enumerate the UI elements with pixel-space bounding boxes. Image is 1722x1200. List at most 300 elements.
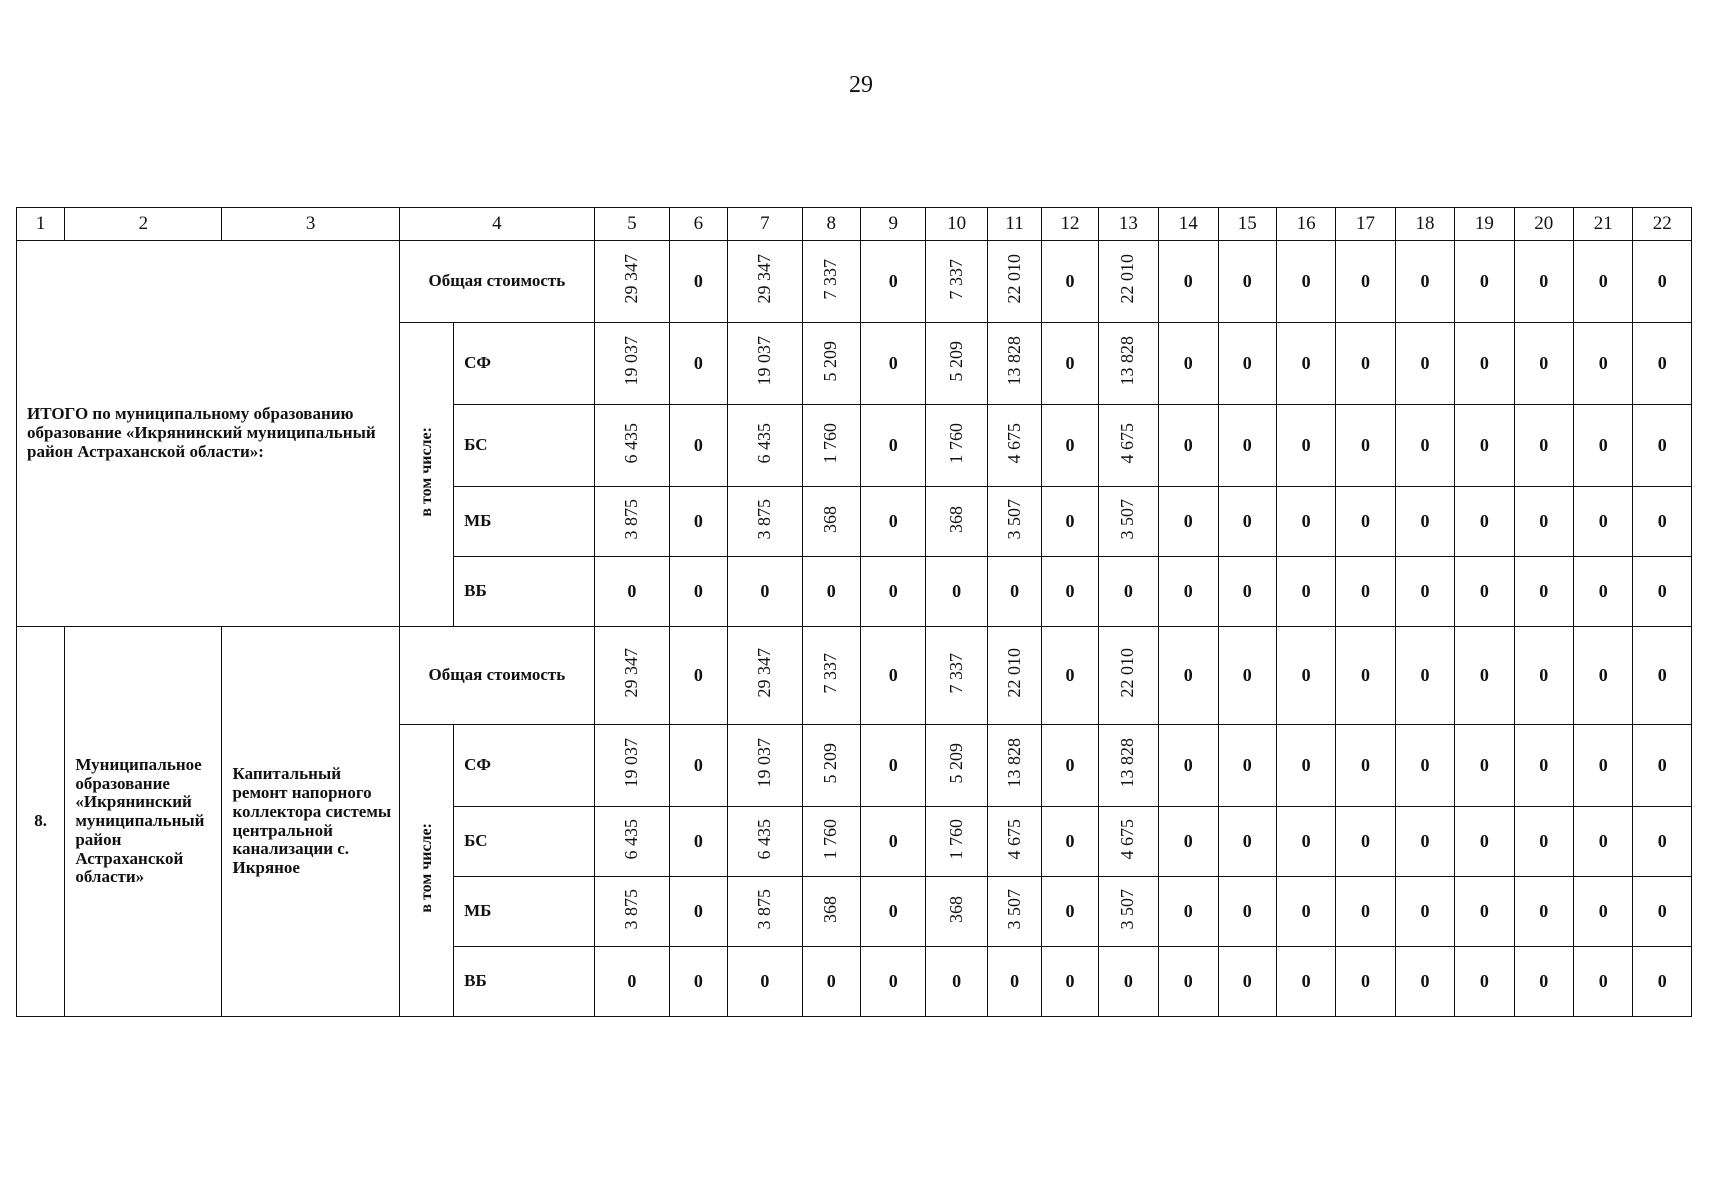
value-text: 5 209: [945, 340, 966, 382]
value-cell: [860, 323, 925, 405]
value-cell: [669, 487, 727, 557]
zero-value: 0: [1361, 270, 1371, 291]
value-cell: [1395, 557, 1454, 627]
zero-value: 0: [1539, 352, 1549, 373]
value-cell: [1159, 627, 1218, 725]
value-cell: [860, 947, 925, 1017]
value-cell: [669, 627, 727, 725]
value-text: 368: [945, 895, 966, 923]
zero-value: 0: [1301, 352, 1311, 373]
zero-value: 0: [1539, 664, 1549, 685]
value-cell: [1098, 627, 1158, 725]
value-cell: [1395, 241, 1454, 323]
zero-value: 0: [693, 510, 703, 531]
value-cell: [1574, 725, 1633, 807]
zero-value: 0: [1598, 754, 1608, 775]
value-cell: [926, 557, 987, 627]
zero-value: 0: [1479, 900, 1489, 921]
value-cell: [987, 627, 1041, 725]
zero-value: 0: [1361, 434, 1371, 455]
zero-value: 0: [1361, 970, 1371, 991]
value-cell: [728, 487, 803, 557]
value-text: 3 507: [1117, 888, 1138, 930]
zero-value: 0: [1242, 510, 1252, 531]
value-cell: [860, 487, 925, 557]
value-cell: [1514, 877, 1573, 947]
zero-value: 0: [1183, 434, 1193, 455]
value-text: 29 347: [753, 254, 774, 304]
value-text: 19 037: [620, 336, 641, 386]
zero-value: 0: [826, 970, 836, 991]
value-text: 22 010: [1003, 648, 1024, 698]
column-header: 8: [802, 208, 860, 241]
value-text: 368: [820, 505, 841, 533]
value-cell: [987, 557, 1041, 627]
value-cell: [1098, 947, 1158, 1017]
value-cell: [926, 725, 987, 807]
zero-value: 0: [1420, 754, 1430, 775]
value-cell: [1159, 241, 1218, 323]
value-cell: [926, 405, 987, 487]
value-cell: [926, 877, 987, 947]
value-text: 19 037: [753, 336, 774, 386]
value-text: 29 347: [620, 254, 641, 304]
value-cell: [1395, 947, 1454, 1017]
page-number: 29: [849, 72, 873, 98]
value-cell: [1514, 405, 1573, 487]
zero-value: 0: [1183, 970, 1193, 991]
value-cell: [1098, 405, 1158, 487]
zero-value: 0: [1123, 970, 1133, 991]
municipality-name: Муниципальное образование «Икрянинский муниципальный район Астраханской области»: [65, 627, 222, 1017]
value-text: 13 828: [1003, 738, 1024, 788]
zero-value: 0: [693, 830, 703, 851]
including-label: в том числе:: [417, 823, 435, 913]
value-cell: [1574, 323, 1633, 405]
column-header: 9: [860, 208, 925, 241]
zero-value: 0: [1242, 580, 1252, 601]
funding-source-label: БС: [454, 405, 595, 487]
column-header: 14: [1159, 208, 1218, 241]
funding-source-label: ВБ: [454, 557, 595, 627]
zero-value: 0: [1065, 580, 1075, 601]
value-text: 13 828: [1117, 336, 1138, 386]
value-cell: [1395, 807, 1454, 877]
zero-value: 0: [888, 510, 898, 531]
zero-value: 0: [1183, 580, 1193, 601]
zero-value: 0: [888, 830, 898, 851]
zero-value: 0: [1301, 830, 1311, 851]
value-cell: [1276, 323, 1335, 405]
value-cell: [669, 241, 727, 323]
zero-value: 0: [1065, 900, 1075, 921]
zero-value: 0: [1479, 664, 1489, 685]
value-cell: [1574, 877, 1633, 947]
column-header: 18: [1395, 208, 1454, 241]
value-text: 5 209: [945, 742, 966, 784]
value-cell: [728, 241, 803, 323]
funding-source-label: СФ: [454, 323, 595, 405]
value-text: 7 337: [945, 652, 966, 694]
value-cell: [926, 807, 987, 877]
column-header: 3: [222, 208, 399, 241]
zero-value: 0: [1657, 580, 1667, 601]
value-cell: [1455, 557, 1514, 627]
value-cell: [1336, 487, 1395, 557]
zero-value: 0: [1539, 580, 1549, 601]
value-cell: [1633, 947, 1692, 1017]
value-text: 3 875: [753, 498, 774, 540]
value-cell: [926, 241, 987, 323]
value-cell: [860, 241, 925, 323]
zero-value: 0: [1183, 352, 1193, 373]
zero-value: 0: [888, 270, 898, 291]
zero-value: 0: [1479, 580, 1489, 601]
zero-value: 0: [627, 970, 637, 991]
value-cell: [1633, 241, 1692, 323]
value-cell: [1633, 487, 1692, 557]
zero-value: 0: [1242, 434, 1252, 455]
value-cell: [1455, 627, 1514, 725]
zero-value: 0: [1242, 352, 1252, 373]
value-cell: [669, 877, 727, 947]
zero-value: 0: [1420, 510, 1430, 531]
value-cell: [1276, 627, 1335, 725]
zero-value: 0: [888, 580, 898, 601]
value-cell: [1159, 323, 1218, 405]
value-cell: [1218, 241, 1276, 323]
value-cell: [595, 725, 670, 807]
value-cell: [1098, 877, 1158, 947]
value-cell: [1455, 725, 1514, 807]
column-header: 11: [987, 208, 1041, 241]
value-cell: [1633, 557, 1692, 627]
value-cell: [728, 323, 803, 405]
zero-value: 0: [693, 970, 703, 991]
zero-value: 0: [1657, 830, 1667, 851]
value-cell: [1042, 725, 1098, 807]
value-cell: [1276, 947, 1335, 1017]
value-cell: [802, 807, 860, 877]
zero-value: 0: [1065, 510, 1075, 531]
funding-source-label: СФ: [454, 725, 595, 807]
zero-value: 0: [693, 434, 703, 455]
value-cell: [595, 487, 670, 557]
value-cell: [1395, 323, 1454, 405]
zero-value: 0: [1361, 580, 1371, 601]
value-cell: [987, 241, 1041, 323]
value-cell: [728, 947, 803, 1017]
value-cell: [728, 557, 803, 627]
zero-value: 0: [1598, 970, 1608, 991]
zero-value: 0: [1657, 664, 1667, 685]
value-text: 1 760: [945, 818, 966, 860]
value-cell: [1514, 947, 1573, 1017]
zero-value: 0: [1361, 830, 1371, 851]
zero-value: 0: [1420, 434, 1430, 455]
zero-value: 0: [1539, 830, 1549, 851]
zero-value: 0: [1539, 970, 1549, 991]
including-label: в том числе:: [417, 427, 435, 517]
value-cell: [1336, 947, 1395, 1017]
column-header: 21: [1574, 208, 1633, 241]
value-cell: [595, 323, 670, 405]
value-cell: [669, 725, 727, 807]
funding-source-label: ВБ: [454, 947, 595, 1017]
value-text: 22 010: [1117, 648, 1138, 698]
zero-value: 0: [693, 270, 703, 291]
value-text: 4 675: [1117, 818, 1138, 860]
zero-value: 0: [1657, 510, 1667, 531]
value-cell: [1336, 807, 1395, 877]
zero-value: 0: [1301, 900, 1311, 921]
zero-value: 0: [1065, 754, 1075, 775]
value-cell: [669, 807, 727, 877]
zero-value: 0: [1598, 664, 1608, 685]
value-cell: [802, 241, 860, 323]
value-cell: [595, 877, 670, 947]
zero-value: 0: [1301, 270, 1311, 291]
item-row: [17, 627, 1692, 725]
column-header: 17: [1336, 208, 1395, 241]
value-cell: [1218, 557, 1276, 627]
zero-value: 0: [888, 970, 898, 991]
zero-value: 0: [693, 900, 703, 921]
zero-value: 0: [1065, 664, 1075, 685]
value-text: 5 209: [820, 742, 841, 784]
value-cell: [1336, 725, 1395, 807]
zero-value: 0: [1301, 754, 1311, 775]
value-text: 3 507: [1117, 498, 1138, 540]
zero-value: 0: [1361, 900, 1371, 921]
value-cell: [1098, 323, 1158, 405]
zero-value: 0: [1539, 754, 1549, 775]
column-header: 19: [1455, 208, 1514, 241]
zero-value: 0: [1598, 580, 1608, 601]
value-cell: [1633, 725, 1692, 807]
value-cell: [1633, 877, 1692, 947]
value-text: 3 875: [753, 888, 774, 930]
value-cell: [1395, 627, 1454, 725]
value-cell: [1455, 947, 1514, 1017]
zero-value: 0: [1301, 970, 1311, 991]
zero-value: 0: [1479, 830, 1489, 851]
zero-value: 0: [1065, 970, 1075, 991]
value-cell: [860, 557, 925, 627]
value-cell: [987, 405, 1041, 487]
column-header: 10: [926, 208, 987, 241]
zero-value: 0: [1479, 270, 1489, 291]
zero-value: 0: [1183, 830, 1193, 851]
value-cell: [1042, 323, 1098, 405]
value-cell: [728, 405, 803, 487]
value-text: 6 435: [753, 422, 774, 464]
value-cell: [987, 487, 1041, 557]
zero-value: 0: [1657, 754, 1667, 775]
value-cell: [595, 241, 670, 323]
value-cell: [1336, 627, 1395, 725]
zero-value: 0: [1242, 970, 1252, 991]
value-text: 3 875: [620, 498, 641, 540]
value-cell: [1042, 241, 1098, 323]
value-cell: [1455, 405, 1514, 487]
value-cell: [1395, 487, 1454, 557]
value-cell: [1159, 487, 1218, 557]
value-cell: [926, 947, 987, 1017]
value-cell: [1455, 241, 1514, 323]
value-cell: [1159, 405, 1218, 487]
value-text: 13 828: [1117, 738, 1138, 788]
zero-value: 0: [1065, 270, 1075, 291]
column-header: 5: [595, 208, 670, 241]
value-cell: [1042, 627, 1098, 725]
zero-value: 0: [1479, 352, 1489, 373]
zero-value: 0: [1420, 270, 1430, 291]
value-text: 3 507: [1003, 888, 1024, 930]
value-cell: [1218, 725, 1276, 807]
value-cell: [802, 947, 860, 1017]
value-cell: [1395, 725, 1454, 807]
value-text: 29 347: [753, 648, 774, 698]
zero-value: 0: [952, 580, 962, 601]
value-cell: [595, 627, 670, 725]
zero-value: 0: [693, 754, 703, 775]
zero-value: 0: [888, 664, 898, 685]
zero-value: 0: [952, 970, 962, 991]
value-cell: [1098, 807, 1158, 877]
value-cell: [1336, 405, 1395, 487]
value-cell: [1042, 487, 1098, 557]
value-cell: [802, 405, 860, 487]
zero-value: 0: [1657, 900, 1667, 921]
value-cell: [1574, 241, 1633, 323]
zero-value: 0: [1242, 900, 1252, 921]
zero-value: 0: [1242, 754, 1252, 775]
value-cell: [1276, 241, 1335, 323]
funding-source-label: МБ: [454, 877, 595, 947]
value-cell: [1159, 947, 1218, 1017]
value-text: 4 675: [1117, 422, 1138, 464]
column-header: 16: [1276, 208, 1335, 241]
value-text: 13 828: [1003, 336, 1024, 386]
zero-value: 0: [1420, 352, 1430, 373]
value-cell: [802, 557, 860, 627]
zero-value: 0: [888, 352, 898, 373]
value-cell: [802, 323, 860, 405]
value-cell: [860, 877, 925, 947]
zero-value: 0: [1598, 434, 1608, 455]
value-cell: [987, 877, 1041, 947]
value-cell: [1276, 405, 1335, 487]
column-header: 6: [669, 208, 727, 241]
value-cell: [1218, 947, 1276, 1017]
value-text: 6 435: [620, 422, 641, 464]
zero-value: 0: [1361, 754, 1371, 775]
value-cell: [728, 807, 803, 877]
zero-value: 0: [1183, 664, 1193, 685]
value-cell: [1455, 807, 1514, 877]
value-text: 3 507: [1003, 498, 1024, 540]
value-cell: [860, 405, 925, 487]
value-cell: [926, 627, 987, 725]
value-cell: [1042, 947, 1098, 1017]
value-text: 1 760: [820, 422, 841, 464]
column-header: 1: [17, 208, 65, 241]
including-label-cell: [399, 323, 453, 627]
zero-value: 0: [1598, 270, 1608, 291]
zero-value: 0: [1361, 664, 1371, 685]
value-cell: [987, 807, 1041, 877]
zero-value: 0: [888, 900, 898, 921]
value-cell: [728, 627, 803, 725]
value-cell: [1098, 725, 1158, 807]
zero-value: 0: [1301, 580, 1311, 601]
value-cell: [595, 557, 670, 627]
value-cell: [1574, 807, 1633, 877]
value-cell: [1514, 557, 1573, 627]
value-text: 368: [820, 895, 841, 923]
value-text: 3 875: [620, 888, 641, 930]
value-text: 7 337: [820, 258, 841, 300]
zero-value: 0: [1065, 434, 1075, 455]
value-cell: [1336, 557, 1395, 627]
zero-value: 0: [1539, 510, 1549, 531]
value-cell: [802, 725, 860, 807]
zero-value: 0: [760, 970, 770, 991]
value-cell: [1042, 807, 1098, 877]
column-header: 22: [1633, 208, 1692, 241]
value-cell: [1098, 557, 1158, 627]
zero-value: 0: [1361, 510, 1371, 531]
zero-value: 0: [1420, 970, 1430, 991]
value-cell: [1455, 323, 1514, 405]
value-cell: [1159, 725, 1218, 807]
value-cell: [1159, 557, 1218, 627]
value-cell: [802, 627, 860, 725]
value-cell: [728, 877, 803, 947]
value-cell: [1514, 807, 1573, 877]
value-cell: [595, 947, 670, 1017]
zero-value: 0: [1598, 900, 1608, 921]
zero-value: 0: [1598, 830, 1608, 851]
value-cell: [1336, 241, 1395, 323]
budget-table: [16, 207, 1692, 1017]
value-cell: [1574, 557, 1633, 627]
item-number: 8.: [17, 627, 65, 1017]
value-cell: [926, 323, 987, 405]
value-cell: [1218, 627, 1276, 725]
value-cell: [1455, 487, 1514, 557]
value-cell: [1514, 627, 1573, 725]
value-text: 7 337: [945, 258, 966, 300]
object-description: Капитальный ремонт напорного коллектора системы центральной канализации с. Икряное: [222, 627, 399, 1017]
zero-value: 0: [1183, 270, 1193, 291]
zero-value: 0: [1420, 664, 1430, 685]
funding-source-label: БС: [454, 807, 595, 877]
zero-value: 0: [1539, 270, 1549, 291]
zero-value: 0: [1183, 754, 1193, 775]
column-header: 12: [1042, 208, 1098, 241]
zero-value: 0: [1301, 434, 1311, 455]
value-cell: [1042, 405, 1098, 487]
value-cell: [1633, 627, 1692, 725]
zero-value: 0: [1598, 510, 1608, 531]
value-cell: [1514, 241, 1573, 323]
zero-value: 0: [888, 754, 898, 775]
value-cell: [595, 807, 670, 877]
value-cell: [1395, 405, 1454, 487]
value-cell: [1218, 405, 1276, 487]
